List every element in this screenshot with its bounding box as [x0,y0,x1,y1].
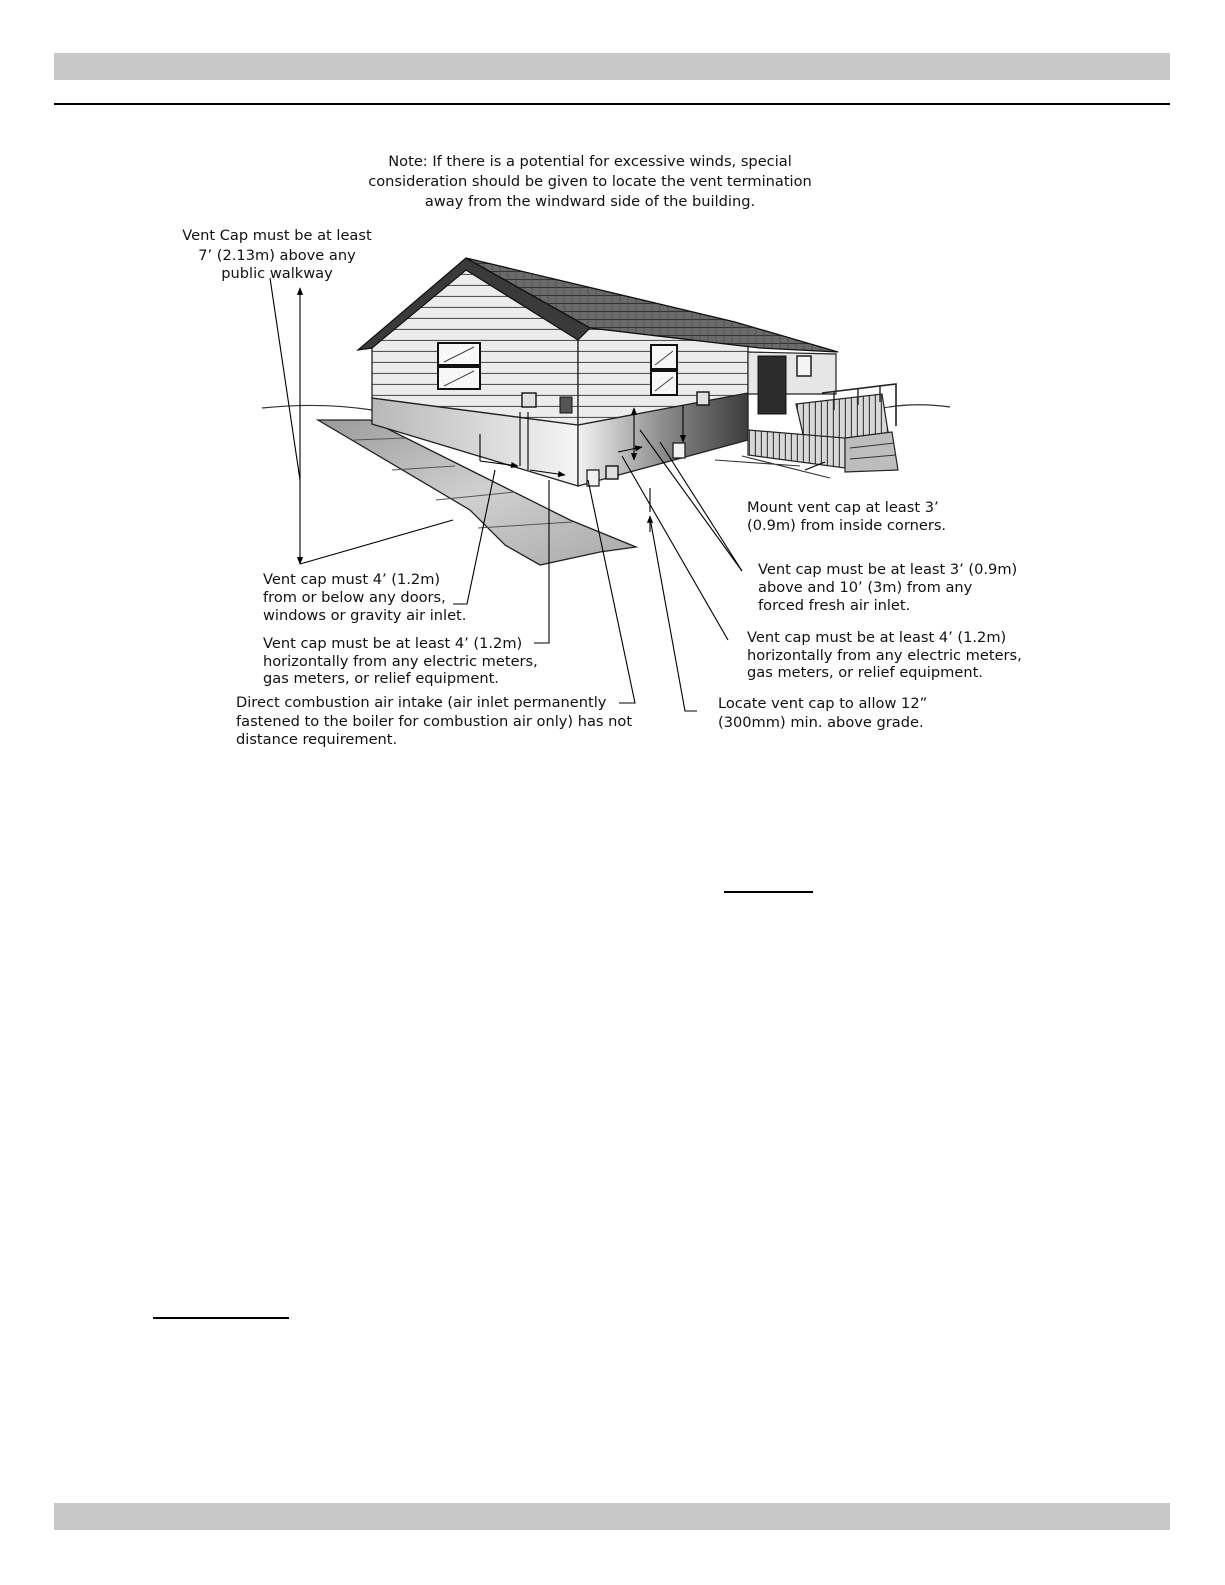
callout-inside-corners-line-2: (0.9m) from inside corners. [747,517,947,534]
callout-meters-left-line-3: gas meters, or relief equipment. [263,670,499,687]
callout-direct-combustion-line-1: Direct combustion air intake (air inlet permanently [236,694,607,711]
callout-doors-line-3: windows or gravity air inlet. [263,607,467,624]
callout-forced-air-line-3: forced fresh air inlet. [758,597,911,614]
underline-rule [153,1317,289,1319]
callout-direct-combustion-line-2: fastened to the boiler for combustion air only) has not [236,713,633,730]
callout-walkway-line-1: Vent Cap must be at least [182,227,372,244]
callout-inside-corners [747,499,946,534]
callout-meters-left [263,635,538,687]
callout-forced-air [758,561,1017,614]
footer-band [54,1503,1170,1530]
note-line-1: Note: If there is a potential for excessive winds, special [388,153,792,170]
wind-note [368,153,812,210]
callout-grade-line-1: Locate vent cap to allow 12” [718,695,928,712]
callout-direct-combustion [236,694,632,748]
note-line-3: away from the windward side of the building. [424,193,756,210]
callout-meters-right-line-2: horizontally from any electric meters, [747,647,1022,664]
callout-forced-air-line-1: Vent cap must be at least 3’ (0.9m) [758,561,1018,578]
callout-meters-left-line-1: Vent cap must be at least 4’ (1.2m) [263,635,523,652]
callout-grade [718,695,927,731]
callout-direct-combustion-line-3: distance requirement. [236,731,398,748]
callout-walkway-line-2: 7’ (2.13m) above any [198,247,356,264]
callout-forced-air-line-2: above and 10’ (3m) from any [758,579,973,596]
callout-meters-left-line-2: horizontally from any electric meters, [263,653,538,670]
underline-rule [724,891,813,893]
callout-grade-line-2: (300mm) min. above grade. [718,714,924,731]
callout-meters-right [747,629,1022,681]
callout-doors-line-1: Vent cap must 4’ (1.2m) [263,571,441,588]
callout-meters-right-line-1: Vent cap must be at least 4’ (1.2m) [747,629,1007,646]
callout-meters-right-line-3: gas meters, or relief equipment. [747,664,983,681]
callout-doors [263,571,466,624]
note-line-2: consideration should be given to locate the vent termination [368,173,812,190]
callout-walkway [182,227,372,282]
callout-inside-corners-line-1: Mount vent cap at least 3’ [747,499,939,516]
callout-walkway-line-3: public walkway [221,265,333,282]
callout-doors-line-2: from or below any doors, [263,589,446,606]
